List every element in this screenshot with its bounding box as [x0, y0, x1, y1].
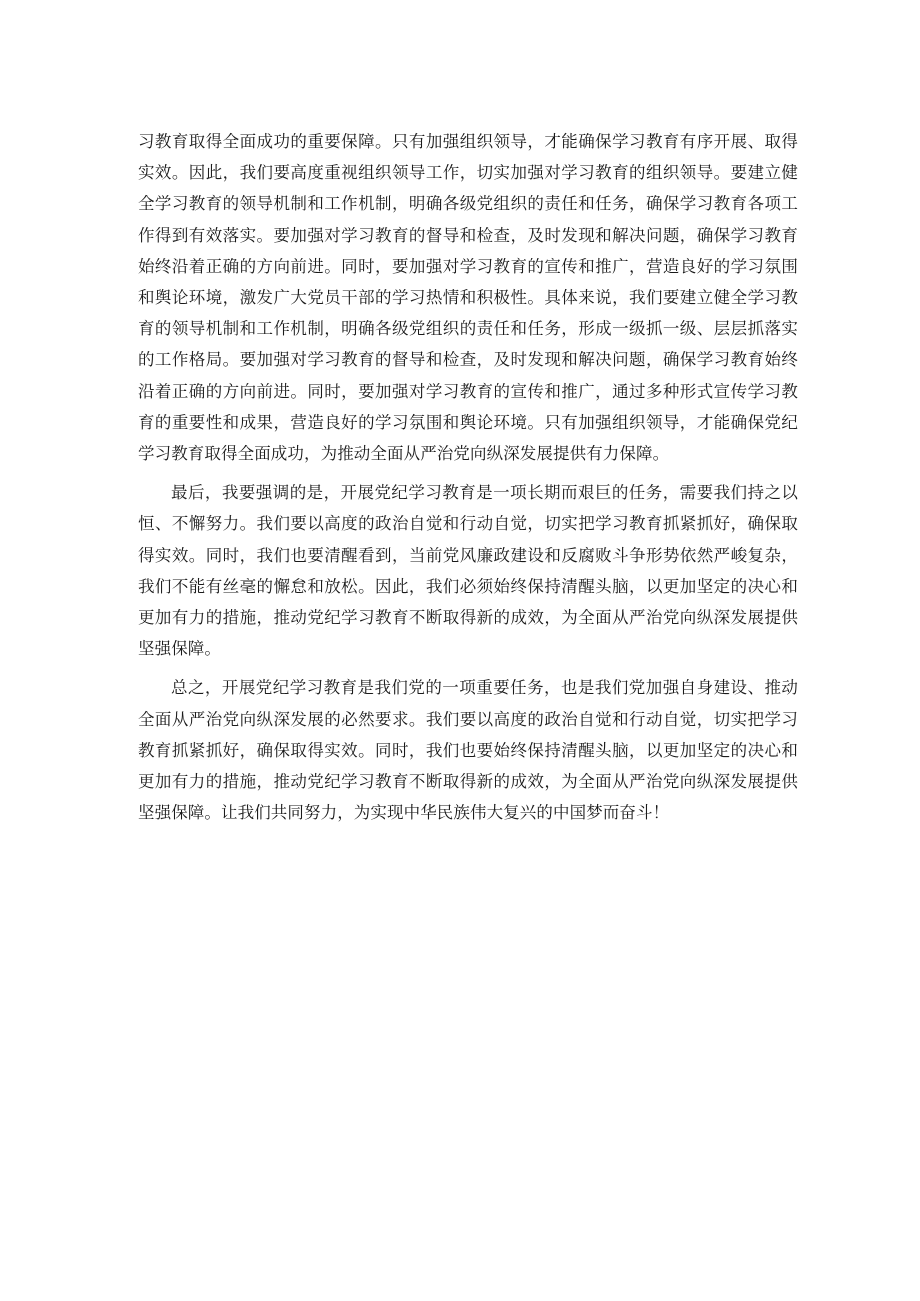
document-page	[138, 126, 798, 836]
paragraph-2: 最后，我要强调的是，开展党纪学习教育是一项长期而艰巨的任务，需要我们持之以恒、不懈努力。我们要以高度的政治自觉和行动自觉，切实把学习教育抓紧抓好，确保取得实效。同时，我们也要清醒看到，当前党风廉政建设和反腐败斗争形势依然严峻复杂，我们不能有丝毫的懈怠和放松。因此，我们必须始终保持清醒头脑，以更加坚定的决心和更加有力的措施，推动党纪学习教育不断取得新的成效，为全面从严治党向纵深发展提供坚强保障。	[138, 483, 798, 659]
paragraph-3: 总之，开展党纪学习教育是我们党的一项重要任务，也是我们党加强自身建设、推动全面从严治党向纵深发展的必然要求。我们要以高度的政治自觉和行动自觉，切实把学习教育抓紧抓好，确保取得实效。同时，我们也要始终保持清醒头脑，以更加坚定的决心和更加有力的措施，推动党纪学习教育不断取得新的成效，为全面从严治党向纵深发展提供坚强保障。让我们共同努力，为实现中华民族伟大复兴的中国梦而奋斗！	[138, 678, 798, 823]
paragraph-1: 习教育取得全面成功的重要保障。只有加强组织领导，才能确保学习教育有序开展、取得实效。因此，我们要高度重视组织领导工作，切实加强对学习教育的组织领导。要建立健全学习教育的领导机制和工作机制，明确各级党组织的责任和任务，确保学习教育各项工作得到有效落实。要加强对学习教育的督导和检查，及时发现和解决问题，确保学习教育始终沿着正确的方向前进。同时，要加强对学习教育的宣传和推广，营造良好的学习氛围和舆论环境，激发广大党员干部的学习热情和积极性。具体来说，我们要建立健全学习教育的领导机制和工作机制，明确各级党组织的责任和任务，形成一级抓一级、层层抓落实的工作格局。要加强对学习教育的督导和检查，及时发现和解决问题，确保学习教育始终沿着正确的方向前进。同时，要加强对学习教育的宣传和推广，通过多种形式宣传学习教育的重要性和成果，营造良好的学习氛围和舆论环境。只有加强组织领导，才能确保党纪学习教育取得全面成功，为推动全面从严治党向纵深发展提供有力保障。	[138, 132, 798, 464]
